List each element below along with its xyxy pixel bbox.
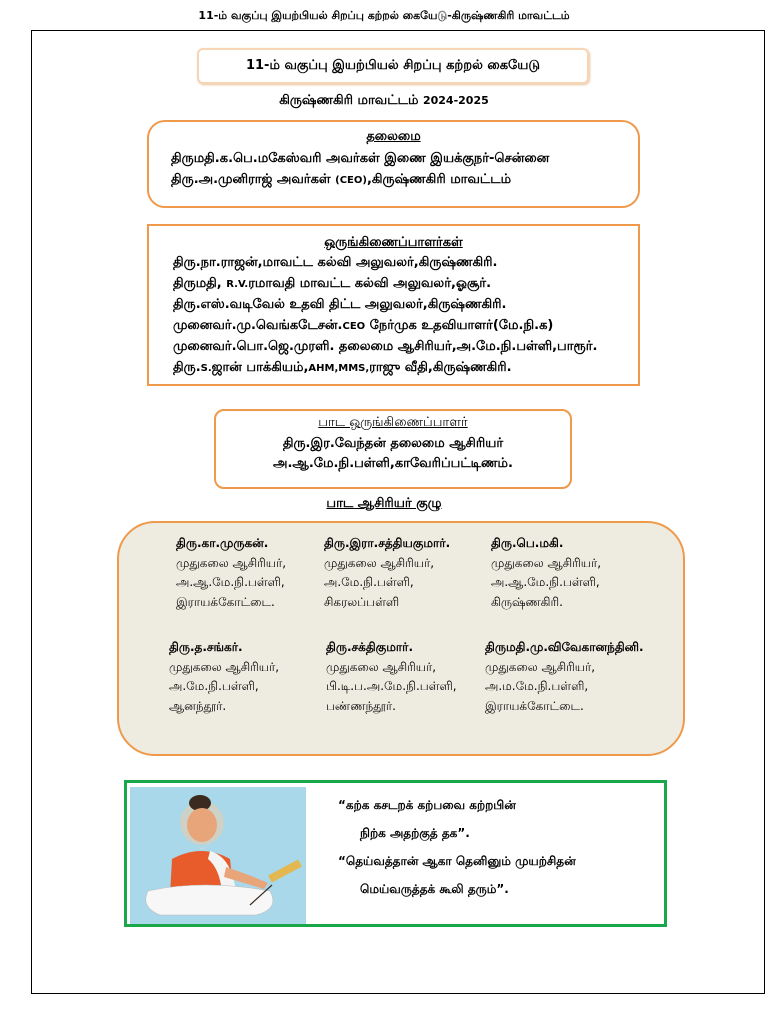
coordinator-line	[173, 337, 638, 358]
coordinator-line	[173, 358, 638, 380]
text-part: திரு.அ.முனிராஜ் அவர்கள்	[171, 172, 336, 187]
text-part: (CEO)	[335, 175, 367, 186]
quote-box	[124, 780, 667, 927]
text-part: திரு.எஸ்.வடிவேல் உதவி திட்ட அலுவலர்,கிருஷ்ணகிரி.	[173, 297, 507, 313]
text-part: திருமதி,	[173, 275, 227, 291]
member-role: முதுகலை ஆசிரியர்,	[491, 555, 602, 570]
member-name: திருமதி.மு.விவேகானந்தினி.	[485, 640, 644, 654]
title-box	[197, 48, 589, 84]
thiruvalluvar-illustration	[130, 787, 306, 924]
subject-coordinator-line: அ.ஆ.மே.நி.பள்ளி,காவேரிப்பட்டிணம்.	[273, 456, 513, 471]
member-role: முதுகலை ஆசிரியர்,	[326, 659, 437, 674]
subject-coordinator-heading: பாட ஒருங்கிணைப்பாளர்	[318, 415, 468, 430]
text-part: ஜான் பாக்கியம்,	[211, 359, 309, 375]
member-name: திரு.சக்திகுமார்.	[326, 640, 414, 654]
subject-coordinator-line: திரு.இர.வேந்தன் தலைமை ஆசிரியர்	[282, 436, 504, 451]
coordinator-line	[173, 253, 638, 274]
text-part: நேர்முக உதவியாளர்(மே.நி.க)	[365, 317, 554, 333]
quote-line: “கற்க கசடறக் கற்பவை கற்றபின்	[338, 798, 516, 812]
member-place: இராயக்கோட்டை.	[485, 698, 584, 713]
member-school: அ.மே.நி.பள்ளி,	[169, 679, 259, 693]
member-place: கிருஷ்ணகிரி.	[491, 594, 563, 609]
running-header: 11-ம் வகுப்பு இயற்பியல் சிறப்பு கற்றல் கையேடு-கிருஷ்ணகிரி மாவட்டம்	[198, 9, 570, 22]
leadership-box	[147, 120, 640, 208]
leadership-line	[171, 169, 638, 191]
member-name: திரு.இரா.சத்தியகுமார்.	[324, 536, 451, 550]
member-name: திரு.பெ.மகி.	[491, 536, 564, 550]
subject-coordinator-box	[214, 409, 572, 489]
document-title: 11-ம் வகுப்பு இயற்பியல் சிறப்பு கற்றல் கையேடு	[245, 58, 541, 73]
member-name: திரு.த.சங்கர்.	[169, 640, 243, 654]
member-role: முதுகலை ஆசிரியர்,	[485, 659, 596, 674]
text-part: ,கிருஷ்ணகிரி மாவட்டம்	[366, 172, 512, 187]
leadership-line: திருமதி.க.பெ.மகேஸ்வரி அவர்கள் இணை இயக்குநர்-சென்னை	[171, 151, 550, 166]
text-part: CEO	[342, 320, 366, 332]
member-name: திரு.கா.முருகன்.	[176, 536, 269, 550]
coordinators-heading: ஒருங்கிணைப்பாளர்கள்	[324, 235, 463, 250]
quote-line: மெய்வருத்தக் கூலி தரும்”.	[360, 882, 509, 896]
text-part: திரு.	[173, 359, 201, 375]
academic-year: 2024-2025	[422, 94, 489, 107]
text-part: முனைவர்.பொ.ஜெ.முரளி. தலைமை ஆசிரியர்,அ.மே.நி.பள்ளி,பாரூர்.	[173, 339, 598, 355]
member-school: அ.ஆ.மே.நி.பள்ளி,	[176, 575, 285, 589]
coordinator-line	[173, 295, 638, 316]
member-role: முதுகலை ஆசிரியர்,	[169, 659, 280, 674]
member-school: அ.மே.நி.பள்ளி,	[324, 575, 414, 589]
member-school: பி.டி.ப.அ.மே.நி.பள்ளி,	[326, 679, 457, 693]
coordinator-line	[173, 274, 638, 296]
coordinator-line	[173, 316, 638, 338]
member-place: ஆனந்தூர்.	[169, 698, 227, 713]
text-part: R.V.	[226, 278, 249, 290]
team-member	[169, 638, 279, 716]
text-part: AHM,MMS,	[308, 362, 370, 374]
teacher-team-box	[117, 521, 685, 756]
team-member	[485, 638, 644, 716]
member-place: பண்ணந்தூர்.	[326, 698, 396, 713]
team-member	[491, 534, 601, 612]
district-subtitle	[0, 93, 768, 109]
text-part: S.	[200, 362, 212, 374]
team-heading: பாட ஆசிரியர் குழு	[326, 496, 442, 511]
leadership-heading: தலைமை	[366, 129, 421, 144]
district-name: கிருஷ்ணகிரி மாவட்டம்	[279, 93, 419, 108]
team-member	[324, 534, 450, 612]
member-place: சிகரலப்பள்ளி	[324, 594, 400, 609]
member-role: முதுகலை ஆசிரியர்,	[176, 555, 287, 570]
quote-line: நிற்க அதற்குத் தக”.	[360, 826, 470, 840]
member-role: முதுகலை ஆசிரியர்,	[324, 555, 435, 570]
member-school: அ.ம.மே.நி.பள்ளி,	[485, 679, 589, 693]
team-member	[326, 638, 457, 716]
text-part: ரமாவதி மாவட்ட கல்வி அலுவலர்,ஓசூர்.	[248, 275, 492, 291]
member-school: அ.ஆ.மே.நி.பள்ளி,	[491, 575, 600, 589]
text-part: திரு.நா.ராஜன்,மாவட்ட கல்வி அலுவலர்,கிருஷ்ணகிரி.	[173, 255, 498, 270]
coordinators-box	[147, 224, 640, 386]
text-part: ராஜு வீதி,கிருஷ்ணகிரி.	[369, 359, 512, 375]
member-place: இராயக்கோட்டை.	[176, 594, 275, 609]
text-part: முனைவர்.மு.வெங்கடேசன்.	[173, 317, 343, 333]
team-member	[176, 534, 286, 612]
quote-line: “தெய்வத்தான் ஆகா தெனினும் முயற்சிதன்	[338, 854, 576, 868]
